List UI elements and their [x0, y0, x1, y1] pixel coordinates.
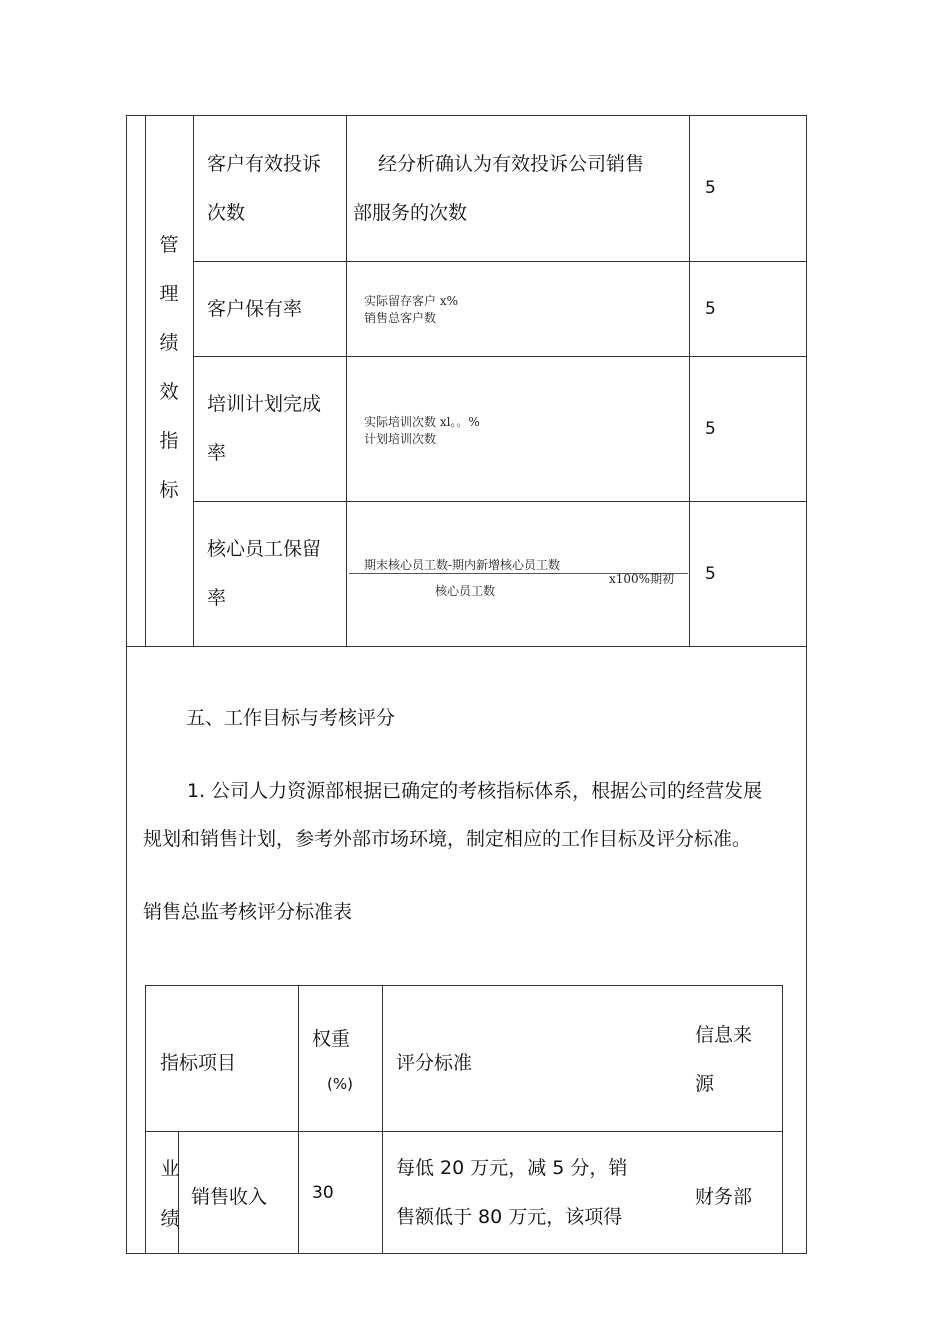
- row-name-line: 率: [207, 442, 227, 464]
- category-char: 效: [159, 381, 179, 403]
- bottom-table-col-divider: [145, 985, 146, 1253]
- header-criteria: 评分标准: [396, 1052, 473, 1074]
- outer-bottom-border: [126, 1253, 807, 1254]
- paragraph-line: 规划和销售计划，参考外部市场环境，制定相应的工作目标及评分标准。: [143, 828, 752, 850]
- formula-numerator: 实际培训次数 xl。。%: [364, 415, 480, 429]
- row-name-line: 率: [207, 587, 227, 609]
- row-name-line: 核心员工保留: [207, 538, 322, 560]
- criteria-line: 经分析确认为有效投诉公司销售: [378, 153, 645, 175]
- section-heading: 五、工作目标与考核评分: [186, 707, 396, 729]
- formula-numerator: 实际留存客户 x%: [364, 294, 458, 308]
- category-char: 业: [160, 1158, 180, 1180]
- row-source: 财务部: [695, 1186, 753, 1208]
- category-label-vertical: [157, 221, 181, 515]
- row-criteria: [396, 1144, 627, 1242]
- header-item: 指标项目: [160, 1052, 237, 1074]
- row-name: [207, 140, 321, 238]
- category-char: 绩: [160, 1208, 180, 1230]
- bottom-table-header-divider: [145, 1131, 783, 1132]
- row-criteria: [353, 140, 683, 238]
- category-char: 标: [159, 479, 179, 501]
- category-char: 指: [159, 430, 179, 452]
- row-name: 客户保有率: [207, 298, 303, 320]
- header-weight-unit: (%): [327, 1075, 353, 1093]
- row-name: 销售收入: [191, 1186, 268, 1208]
- top-table-row-divider: [193, 501, 807, 502]
- row-name-line: 培训计划完成: [207, 393, 322, 415]
- category-char: 管: [159, 234, 179, 256]
- top-table-col-divider: [689, 115, 690, 646]
- top-table-col-divider: [145, 115, 146, 646]
- row-weight: 5: [705, 178, 716, 198]
- paragraph-line: 1. 公司人力资源部根据已确定的考核指标体系，根据公司的经营发展: [187, 780, 763, 802]
- top-table-bottom-border: [126, 646, 807, 647]
- formula-denominator: 销售总客户数: [364, 311, 437, 325]
- top-table-col-divider: [193, 115, 194, 646]
- top-table-row-divider: [193, 356, 807, 357]
- category-char: 理: [159, 283, 179, 305]
- header-source: [695, 1011, 752, 1109]
- header-weight: 权重: [312, 1028, 351, 1050]
- top-table-top-border: [126, 115, 807, 116]
- header-source-line: 信息来: [695, 1024, 753, 1046]
- bottom-table-col-divider: [382, 985, 383, 1253]
- formula-numerator: 期末核心员工数-期内新增核心员工数: [364, 558, 561, 572]
- row-weight: 5: [705, 564, 716, 584]
- formula: [364, 414, 480, 448]
- row-weight: 30: [312, 1183, 334, 1203]
- row-name-line: 次数: [207, 202, 246, 224]
- row-weight: 5: [705, 299, 716, 319]
- criteria-line: 每低 20 万元，减 5 分，销: [396, 1157, 628, 1179]
- bottom-table-col-divider: [298, 985, 299, 1253]
- criteria-line: 部服务的次数: [353, 202, 468, 224]
- row-name: [207, 525, 321, 623]
- formula-suffix: x100%期初: [609, 572, 675, 586]
- outer-left-border: [126, 115, 127, 1254]
- header-source-line: 源: [695, 1073, 715, 1095]
- top-table-col-divider: [346, 115, 347, 646]
- category-char: 绩: [159, 332, 179, 354]
- outer-right-border: [806, 115, 807, 1254]
- formula-denominator: 计划培训次数: [364, 432, 437, 446]
- formula: [364, 293, 458, 327]
- category-label-vertical: [158, 1144, 182, 1244]
- row-name: [207, 380, 321, 478]
- bottom-table-right-border: [782, 985, 783, 1253]
- top-table-row-divider: [193, 261, 807, 262]
- bottom-table-top-border: [145, 985, 783, 986]
- formula-denominator: 核心员工数: [435, 584, 496, 598]
- row-weight: 5: [705, 419, 716, 439]
- table-caption: 销售总监考核评分标准表: [143, 901, 353, 923]
- criteria-line: 售额低于 80 万元，该项得: [396, 1206, 623, 1228]
- row-name-line: 客户有效投诉: [207, 153, 322, 175]
